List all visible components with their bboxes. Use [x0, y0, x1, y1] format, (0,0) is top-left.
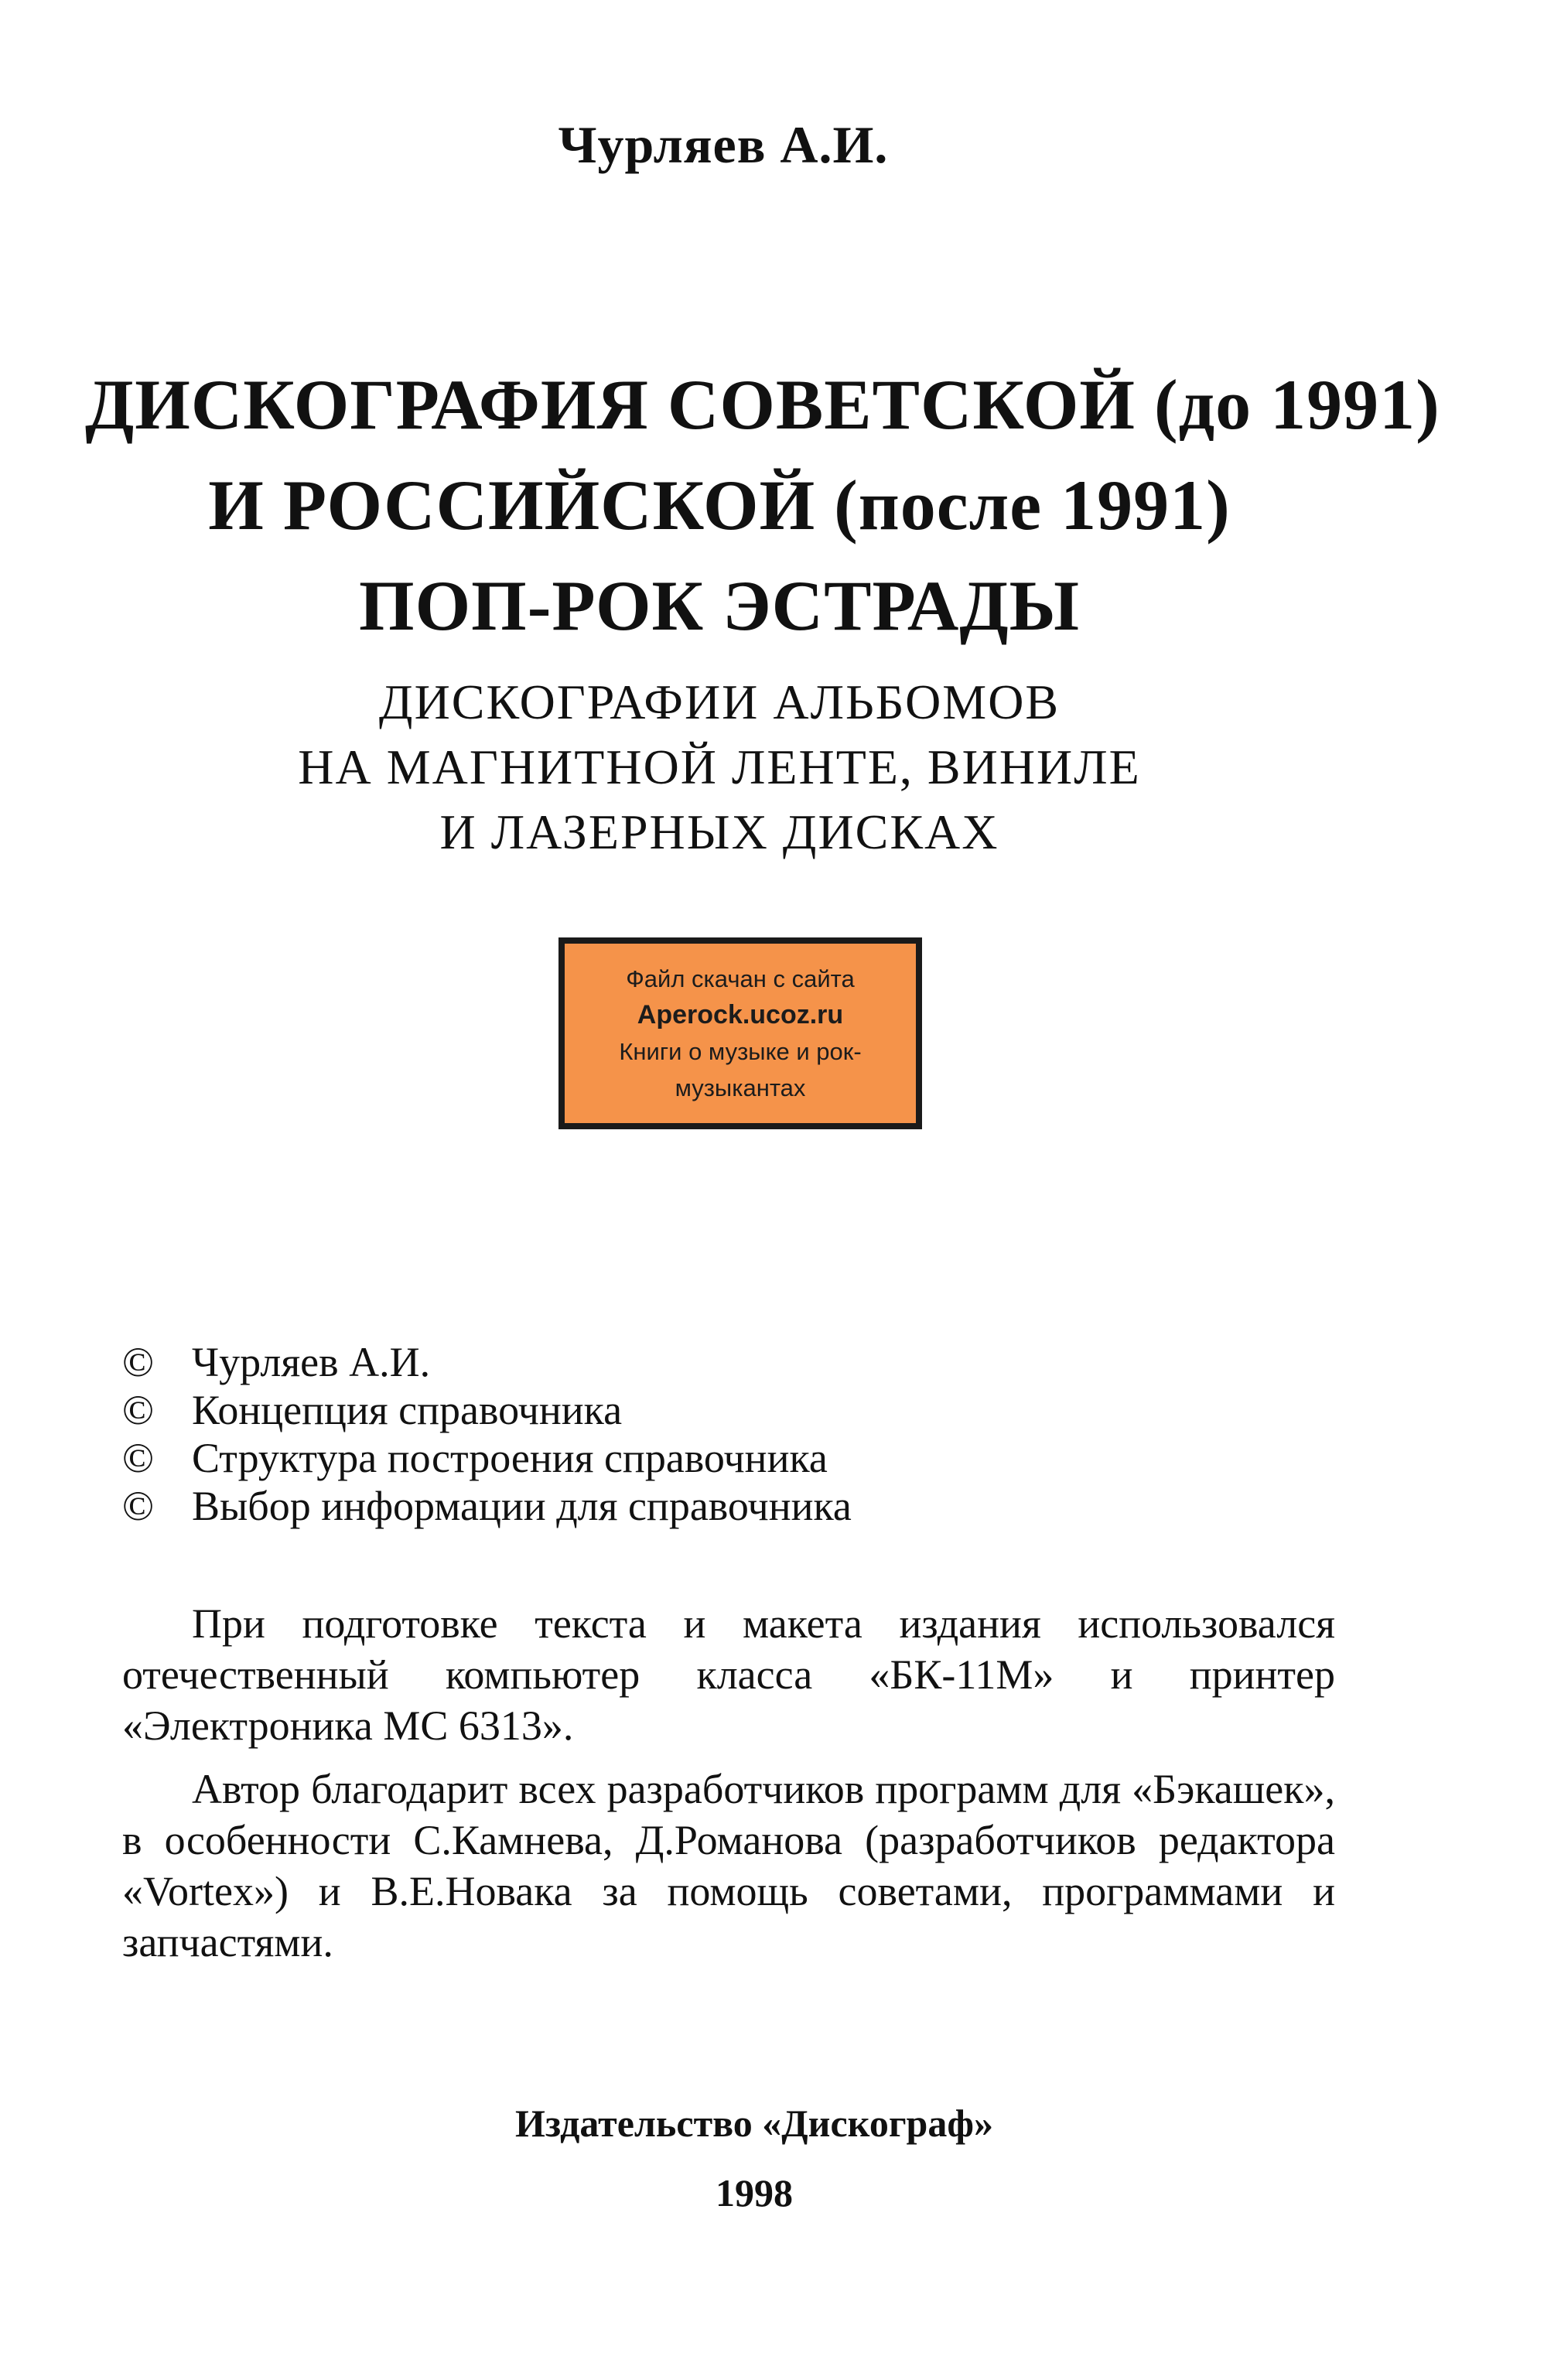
subtitle-line: НА МАГНИТНОЙ ЛЕНТЕ, ВИНИЛЕ: [298, 739, 1141, 794]
copyright-text: Выбор информации для справочника: [192, 1483, 852, 1529]
copyright-icon: ©: [122, 1387, 155, 1433]
copyright-item: [122, 1434, 1329, 1482]
publication-year: 1998: [716, 2171, 793, 2214]
publisher-name: Издательство «Дискограф»: [515, 2102, 993, 2145]
copyright-icon: ©: [122, 1483, 155, 1529]
subtitle-line: ДИСКОГРАФИИ АЛЬБОМОВ: [378, 674, 1061, 729]
publisher-block: [0, 2088, 1508, 2228]
acknowledgements: [122, 1598, 1335, 1980]
stamp-site-link[interactable]: Aperock.ucoz.ru: [637, 1000, 844, 1030]
download-source-stamp: [558, 937, 922, 1129]
title-line: И РОССИЙСКОЙ (после 1991): [208, 466, 1231, 545]
copyright-text: Структура построения справочника: [192, 1435, 828, 1481]
copyright-icon: ©: [122, 1339, 155, 1385]
copyright-text: Концепция справочника: [192, 1387, 623, 1433]
title-line: ПОП-РОК ЭСТРАДЫ: [359, 566, 1080, 645]
stamp-line: Книги о музыке и рок-: [619, 1038, 862, 1065]
book-subtitle: [85, 670, 1354, 865]
title-line: ДИСКОГРАФИЯ СОВЕТСКОЙ (до 1991): [85, 365, 1440, 444]
stamp-line: музыкантах: [675, 1074, 806, 1101]
stamp-line: Файл скачан с сайта: [626, 965, 855, 992]
copyright-item: [122, 1482, 1329, 1530]
subtitle-line: И ЛАЗЕРНЫХ ДИСКАХ: [439, 804, 999, 859]
book-title: [85, 354, 1440, 656]
copyright-icon: ©: [122, 1435, 155, 1481]
copyright-text: Чурляев А.И.: [192, 1339, 431, 1385]
paragraph: При подготовке текста и макета издания использовался отечественный компьютер класса «БК-11М» и принтер «Электроника МС 6313».: [122, 1600, 1335, 1749]
copyright-item: [122, 1338, 1329, 1386]
copyright-item: [122, 1386, 1329, 1434]
paragraph: Автор благодарит всех разработчиков программ для «Бэкашек», в особенности С.Камнева, Д.Романова (разработчиков редактора «Vortex») и В.Е.Новака за помощь советами, программами и запчастями.: [122, 1766, 1335, 1965]
author-name: Чурляев А.И.: [558, 115, 889, 174]
copyright-list: [122, 1338, 1329, 1530]
